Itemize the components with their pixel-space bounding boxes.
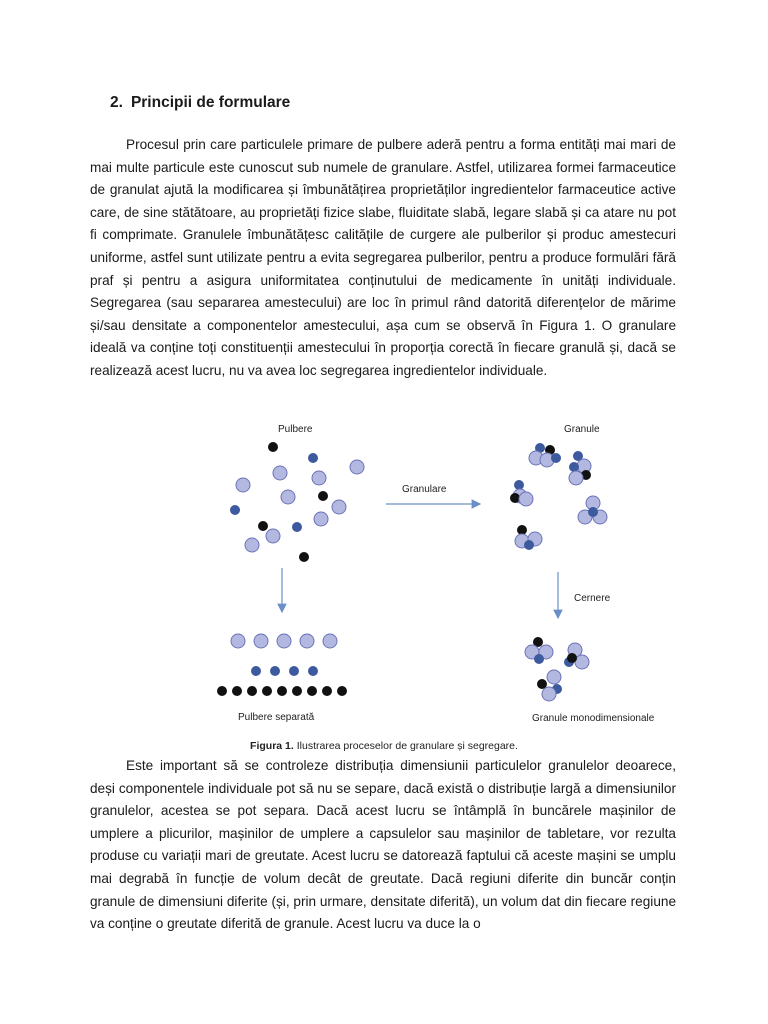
label-cernere: Cernere [574,593,611,604]
granule [515,525,542,550]
large-particle [312,471,326,485]
large-particle [332,500,346,514]
granule [529,443,561,467]
large-particle [266,529,280,543]
granules-uniform [525,637,589,701]
caption-label: Figura 1. [250,740,294,752]
caption-text: Ilustrarea proceselor de granulare și segregare. [293,740,518,752]
label-granulare: Granulare [402,484,447,495]
medium-particle [292,522,302,532]
large-particle [236,478,250,492]
granule [564,643,589,669]
large-particle [245,538,259,552]
figure-granulation [200,400,655,730]
granule [537,670,562,701]
small-particle [258,521,268,531]
large-particle [314,512,328,526]
section-title: Principii de formulare [130,94,291,111]
granule [525,637,553,664]
medium-particle [308,453,318,463]
label-granule: Granule [564,424,600,435]
section-number: 2. [110,94,123,111]
large-particle [281,490,295,504]
powder-scatter [230,442,364,562]
large-particle [273,466,287,480]
paragraph-intro: Procesul prin care particulele primare de pulbere aderă pentru a forma entități mai mari de mai multe particule este cunoscut sub numele de granulare. Astfel, utilizarea formei farmaceutice de granulat ajută la modificarea și îmbunătățirea proprietăților ingredientelor farmaceutice active care, de sine stătătoare, au proprietăți fizice slabe, fluiditate slabă, legare slabă și ca atare nu pot fi comprimate. Granulele îmbunătățesc calitățile de curgere ale pulberilor și produc amestecuri uniforme, astfel sunt utilizate pentru a evita segregarea pulberilor, pentru a produce formulări fără praf și pentru a asigura uniformitatea conținutului de medicamente în unități individuale. Segregarea (sau separarea amestecului) are loc în primul rând datorită diferențelor de mărime și/sau densitate a componentelor amestecului, așa cum se observă în Figura 1. O granulare ideală va conține toți constituenții amestecului în proporția corectă în fiecare granulă și, dacă se realizează acest lucru, nu va avea loc segregarea ingredientelor individuale. [90,137,676,378]
medium-particle [230,505,240,515]
figure-diagram [200,400,655,730]
small-particle [268,442,278,452]
section-heading [110,94,290,112]
label-pulbere-separata: Pulbere separată [238,712,315,723]
granules-varied [510,443,607,550]
granule [578,496,607,524]
label-pulbere: Pulbere [278,424,313,435]
granule [510,480,533,506]
figure-caption [0,740,768,752]
label-granule-mono: Granule monodimensionale [532,713,655,724]
small-particle [299,552,309,562]
large-particle [350,460,364,474]
paragraph-distribution: Este important să se controleze distribuția dimensiunii particulelor granulelor deoarece, deși componentele individuale pot să nu se separe, dacă există o distribuție largă a dimensiunilor granulelor, acestea se pot separa. Dacă acest lucru se întâmplă în buncărele mașinilor de umplere a plicurilor, mașinilor de umplere a capsulelor sau mașinilor de tabletare, vor rezulta produse cu variații mari de greutate. Acest lucru se datorează faptului că aceste mașini se umplu mai degrabă în funcție de volum decât de greutate. Dacă regiuni diferite din buncăr conțin granule de dimensiuni diferite (și, prin urmare, densitate diferită), un volum dat din fiecare regiune va conține o greutate diferită de granule. Acest lucru va duce la o [90,758,676,932]
granule [569,451,591,485]
separated-powder [217,634,347,696]
small-particle [318,491,328,501]
